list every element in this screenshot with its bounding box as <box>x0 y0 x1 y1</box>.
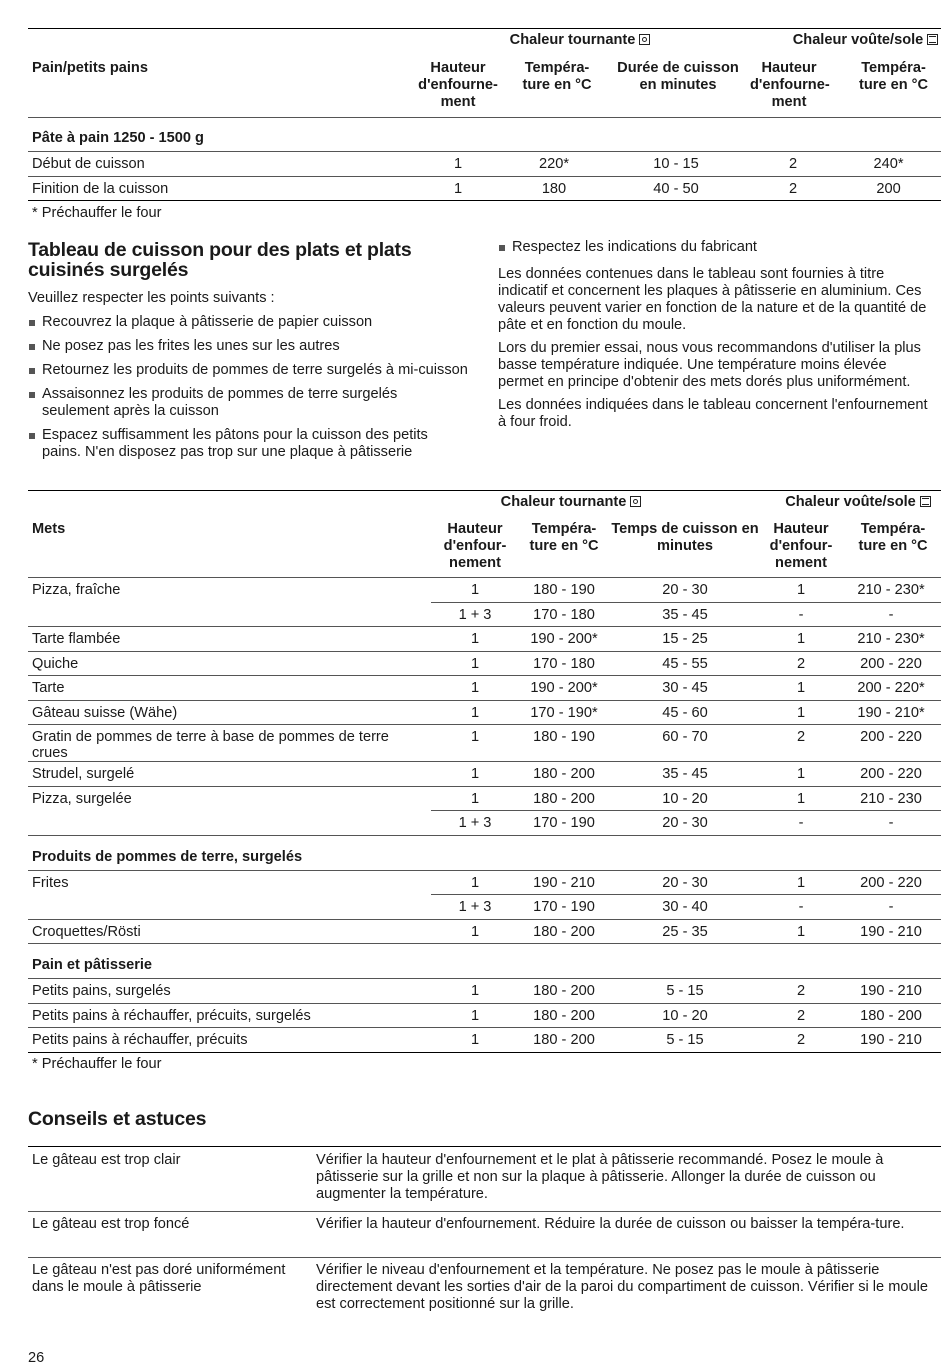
instruction-list <box>28 314 468 461</box>
tips-table <box>28 1146 941 1320</box>
col-temp-header: Tempéra-ture en °C <box>529 520 599 554</box>
col-height-header: Hauteur d'enfour-nement <box>443 520 507 571</box>
group-topbottom-header: Chaleur voûte/sole <box>761 491 941 517</box>
paragraph: Lors du premier essai, nous vous recommandons d'utiliser la plus basse température indiquée. Une température moins élevée permet en principe d'obtenir des mets dorés plus uniformément. <box>498 340 921 390</box>
section-header: Produits de pommes de terre, surgelés <box>28 835 941 870</box>
list-item: Assaisonnez les produits de pommes de terre surgelés seulement après la cuisson <box>28 386 468 420</box>
section-title: Tableau de cuisson pour des plats et plats cuisinés surgelés <box>28 239 412 281</box>
col-temp-header: Tempéra-ture en °C <box>522 59 592 93</box>
paragraph: Les données indiquées dans le tableau concernent l'enfournement à four froid. <box>498 397 928 430</box>
frozen-right-column <box>498 239 933 431</box>
bread-table <box>28 28 941 223</box>
tips-title: Conseils et astuces <box>28 1108 207 1130</box>
section-header: Pain et pâtisserie <box>28 944 941 979</box>
table-row: 1 + 3 170 - 190 20 - 30 - - <box>28 811 941 836</box>
list-item: Recouvrez la plaque à pâtisserie de papier cuisson <box>28 314 468 331</box>
page-number: 26 <box>28 1350 45 1366</box>
convection-icon <box>630 496 641 507</box>
table-row: Frites 1 190 - 210 20 - 30 1 200 - 220 <box>28 870 941 895</box>
col-temp2-header: Tempéra-ture en °C <box>858 59 929 93</box>
convection-icon <box>639 34 650 45</box>
list-item: Espacez suffisamment les pâtons pour la cuisson des petits pains. N'en disposez pas trop sur une plaque à pâtisserie <box>28 427 468 461</box>
top-bottom-heat-icon <box>927 34 938 45</box>
col-dish-header: Pain/petits pains <box>32 59 148 76</box>
table-row: Finition de la cuisson 1 180 40 - 50 2 200 <box>28 176 941 201</box>
table-row: Tarte flambée 1 190 - 200* 15 - 25 1 210 - 230* <box>28 627 941 652</box>
dish-rows <box>28 578 941 1053</box>
table-row: Petits pains à réchauffer, précuits, surgelés 1 180 - 200 10 - 20 2 180 - 200 <box>28 1003 941 1028</box>
col-height2-header: Hauteur d'enfour-nement <box>769 520 833 571</box>
col-time-header: Durée de cuisson en minutes <box>617 59 739 93</box>
group-convection-header: Chaleur tournante <box>410 29 750 55</box>
footnote: * Préchauffer le four <box>28 1052 941 1076</box>
top-bottom-heat-icon <box>920 496 931 507</box>
table-row: Le gâteau est trop foncé Vérifier la hauteur d'enfournement. Réduire la durée de cuisson ou baisser la tempéra-ture. <box>28 1212 941 1258</box>
table-row: 1 + 3 170 - 190 30 - 40 - - <box>28 895 941 920</box>
table-row: Le gâteau n'est pas doré uniformément dans le moule à pâtisserie Vérifier le niveau d'enfournement et la température. Ne posez pas le moule à pâtisserie directement devant les sorties d'air de la paroi du compartiment de cuisson. Vérifier si le moule est correctement positionné sur la grille. <box>28 1258 941 1321</box>
table-row: 1 + 3 170 - 180 35 - 45 - - <box>28 602 941 627</box>
paragraph: Les données contenues dans le tableau sont fournies à titre indicatif et concernent les plaques à pâtisserie en aluminium. Ces valeurs peuvent varier en fonction de la nature et de la quantité de pâte et en fonction du moule. <box>498 266 927 333</box>
dish-table <box>28 490 941 1076</box>
section-header: Pâte à pain 1250 - 1500 g <box>28 118 941 152</box>
group-topbottom-header: Chaleur voûte/sole <box>750 29 941 55</box>
frozen-left-column <box>28 240 468 461</box>
col-time-header: Temps de cuisson en minutes <box>611 520 759 554</box>
col-dish-header: Mets <box>32 520 66 537</box>
table-row: Pizza, surgelée 1 180 - 200 10 - 20 1 210 - 230 <box>28 786 941 811</box>
table-row: Gratin de pommes de terre à base de pommes de terre crues 1 180 - 190 60 - 70 2 200 - 220 <box>28 725 941 762</box>
table-row: Strudel, surgelé 1 180 - 200 35 - 45 1 200 - 220 <box>28 762 941 787</box>
table-row: Quiche 1 170 - 180 45 - 55 2 200 - 220 <box>28 651 941 676</box>
table-row: Petits pains à réchauffer, précuits 1 180 - 200 5 - 15 2 190 - 210 <box>28 1028 941 1053</box>
table-row: Gâteau suisse (Wähe) 1 170 - 190* 45 - 60 1 190 - 210* <box>28 700 941 725</box>
footnote: * Préchauffer le four <box>28 201 941 223</box>
list-item: Ne posez pas les frites les unes sur les autres <box>28 338 468 355</box>
group-convection-header: Chaleur tournante <box>431 491 761 517</box>
table-row: Pizza, fraîche 1 180 - 190 20 - 30 1 210 - 230* <box>28 578 941 603</box>
col-height-header: Hauteur d'enfourne-ment <box>418 59 498 110</box>
table-row: Croquettes/Rösti 1 180 - 200 25 - 35 1 190 - 210 <box>28 919 941 944</box>
table-row: Début de cuisson 1 220* 10 - 15 2 240* <box>28 152 941 177</box>
table-row: Tarte 1 190 - 200* 30 - 45 1 200 - 220* <box>28 676 941 701</box>
col-height2-header: Hauteur d'enfourne-ment <box>750 59 830 110</box>
list-item: Retournez les produits de pommes de terre surgelés à mi-cuisson <box>28 362 468 379</box>
table-row: Le gâteau est trop clair Vérifier la hauteur d'enfournement et le plat à pâtisserie recommandé. Posez le moule à pâtisserie sur la grille et non sur la plaque à pâtisserie. Allonger la durée de cuisson ou augmenter la température. <box>28 1147 941 1212</box>
instruction-list <box>498 239 933 256</box>
col-temp2-header: Tempéra-ture en °C <box>858 520 928 554</box>
list-item: Respectez les indications du fabricant <box>498 239 933 256</box>
intro-text: Veuillez respecter les points suivants : <box>28 290 275 306</box>
table-row: Petits pains, surgelés 1 180 - 200 5 - 15 2 190 - 210 <box>28 979 941 1004</box>
